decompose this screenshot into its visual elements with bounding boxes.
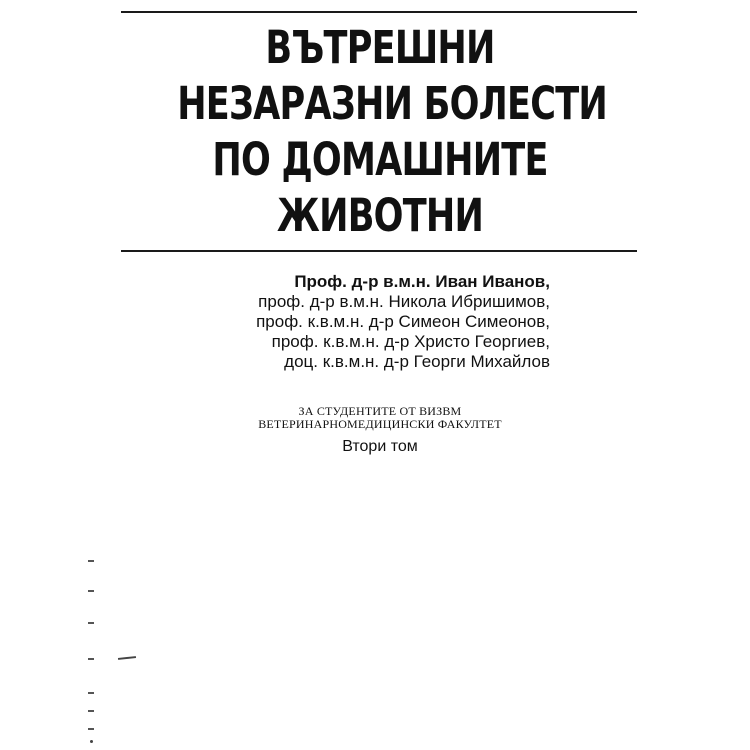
scan-edge-marks [88,560,98,750]
audience-note [200,405,560,431]
audience-line: ЗА СТУДЕНТИТЕ ОТ ВИЗВМ [298,404,462,418]
title-divider [121,250,637,252]
author-name: проф. д-р в.м.н. Никола Ибришимов, [258,292,550,311]
scan-pen-mark [118,656,136,660]
title-line: ВЪТРЕШНИ [265,21,495,74]
title-line: ЖИВОТНИ [276,189,484,242]
faculty-line: ВЕТЕРИНАРНОМЕДИЦИНСКИ ФАКУЛТЕТ [258,417,502,431]
author-name: проф. к.в.м.н. д-р Христо Георгиев, [271,332,550,351]
title-line: НЕЗАРАЗНИ БОЛЕСТИ [177,77,607,130]
title-line: ПО ДОМАШНИТЕ [212,133,548,186]
volume-label: Втори том [342,438,418,455]
author-name: проф. к.в.м.н. д-р Симеон Симеонов, [256,312,550,331]
author-name: доц. к.в.м.н. д-р Георги Михайлов [284,352,550,371]
book-title [177,20,607,244]
top-rule [121,11,637,13]
author-list [180,272,550,372]
author-name: Проф. д-р в.м.н. Иван Иванов, [294,272,550,291]
